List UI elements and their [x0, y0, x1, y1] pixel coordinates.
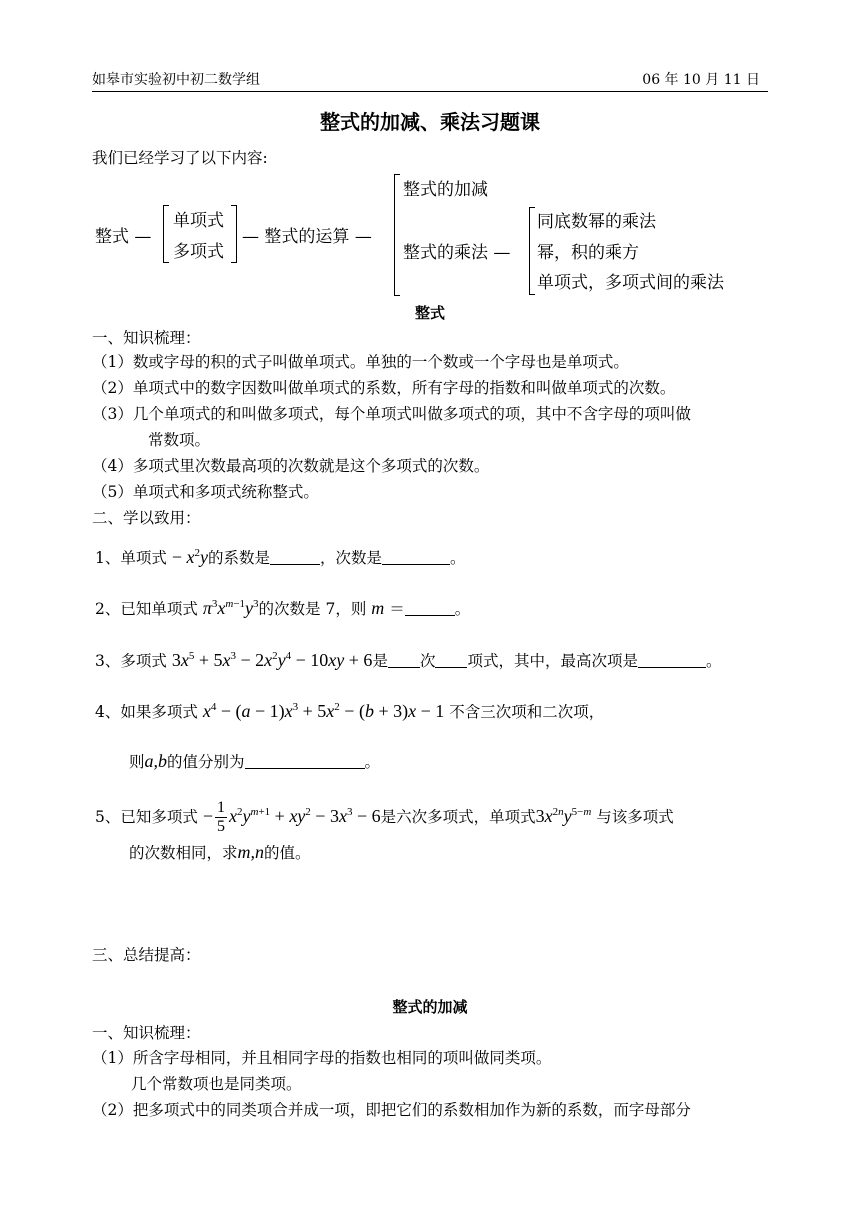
question-2: 2、已知单项式 $\pi^3x^{m-1}y^3$的次数是 7，则 m ＝ 。: [95, 598, 471, 618]
q4-blank: [245, 752, 365, 769]
diagram-mul: 整式的乘法 —: [403, 243, 511, 263]
diagram-type-1: 单项式: [173, 211, 224, 231]
q3-expression: $3x^5 + 5x^3 - 2x^2y^4 - 10xy + 6$: [171, 650, 373, 670]
intro-text: 我们已经学习了以下内容:: [92, 149, 268, 167]
diagram-add: 整式的加减: [403, 180, 488, 200]
diagram-type-2: 多项式: [173, 242, 224, 262]
question-5-line2: 的次数相同，求m,n的值。: [129, 842, 311, 862]
q4-expression: $x^4 - (a - 1)x^3 + 5x^2 - (b + 3)x - 1$: [202, 701, 445, 721]
question-5: 5、已知多项式 − $\frac{1}{5}$ $x^2y^{m+1} + xy^2 - 3x^3 - 6$是六次多项式，单项式$3x^{2n}y^{5-m}$ 与该多项式: [95, 799, 674, 836]
bracket-mul: [529, 207, 535, 295]
point-3: （3）几个单项式的和叫做多项式，每个单项式叫做多项式的项，其中不含字母的项叫做: [92, 405, 691, 423]
apply-heading: 二、学以致用：: [92, 509, 201, 527]
bracket-types-left: [163, 205, 169, 263]
point2-2: （2）把多项式中的同类项合并成一项，即把它们的系数相加作为新的系数，而字母部分: [92, 1101, 691, 1119]
q5-variables: m,n: [237, 842, 265, 862]
page-title: 整式的加减、乘法习题课: [320, 110, 540, 134]
q5-fraction: $\frac{1}{5}$: [216, 799, 225, 836]
question-3: 3、多项式 $3x^5 + 5x^3 - 2x^2y^4 - 10xy + 6$是 次 项式，其中，最高次项是 。: [95, 650, 722, 670]
point-5: （5）单项式和多项式统称整式。: [92, 483, 319, 501]
q1-blank-degree: [382, 548, 450, 565]
q2-blank: [405, 599, 455, 616]
section-title-zhengshi: 整式: [414, 304, 445, 322]
review-heading-2: 一、知识梳理：: [92, 1024, 201, 1042]
q5-monomial: $3x^{2n}y^{5-m}$: [535, 806, 592, 826]
point-3-cont: 常数项。: [148, 431, 211, 449]
q3-blank-degree: [388, 651, 420, 668]
point2-1-cont: 几个常数项也是同类项。: [131, 1075, 302, 1093]
q1-expression: − $x^2y$: [171, 547, 208, 567]
bracket-types-right: [231, 205, 237, 263]
q2-expression: $\pi^3x^{m-1}y^3$: [202, 598, 259, 618]
review-heading-1: 一、知识梳理：: [92, 329, 201, 347]
summary-heading: 三、总结提高：: [92, 946, 201, 964]
point-1: （1）数或字母的积的式子叫做单项式。单独的一个数或一个字母也是单项式。: [92, 353, 629, 371]
q4-variables: a,b: [144, 751, 168, 771]
header-left: 如皋市实验初中初二数学组: [92, 72, 260, 88]
section-title-jiajian: 整式的加减: [392, 998, 468, 1016]
diagram-mul-item-3: 单项式，多项式间的乘法: [537, 273, 724, 293]
header-date: 06 年 10 月 11 日: [642, 72, 760, 88]
q5-expression: − $\frac{1}{5}$ $x^2y^{m+1} + xy^2 - 3x^3 - 6$: [202, 799, 381, 836]
question-4: 4、如果多项式 $x^4 - (a - 1)x^3 + 5x^2 - (b + 3)x - 1$ 不含三次项和二次项，: [95, 701, 605, 721]
question-1: 1、单项式 − $x^2y$的系数是 ，次数是 。: [95, 547, 466, 567]
point-2: （2）单项式中的数字因数叫做单项式的系数，所有字母的指数和叫做单项式的次数。: [92, 379, 676, 397]
q3-blank-terms: [435, 651, 467, 668]
diagram-ops: — 整式的运算 —: [242, 227, 372, 247]
q1-blank-coefficient: [270, 548, 320, 565]
point-4: （4）多项式里次数最高项的次数就是这个多项式的次数。: [92, 457, 490, 475]
diagram-root: 整式 —: [95, 227, 152, 247]
bracket-ops: [394, 174, 400, 296]
diagram-mul-item-2: 幂，积的乘方: [537, 243, 639, 263]
q3-blank-highest: [638, 651, 706, 668]
diagram-mul-item-1: 同底数幂的乘法: [537, 212, 656, 232]
header-rule: [92, 91, 768, 92]
point2-1: （1）所含字母相同，并且相同字母的指数也相同的项叫做同类项。: [92, 1049, 552, 1067]
question-4-line2: 则a,b的值分别为 。: [129, 751, 381, 771]
